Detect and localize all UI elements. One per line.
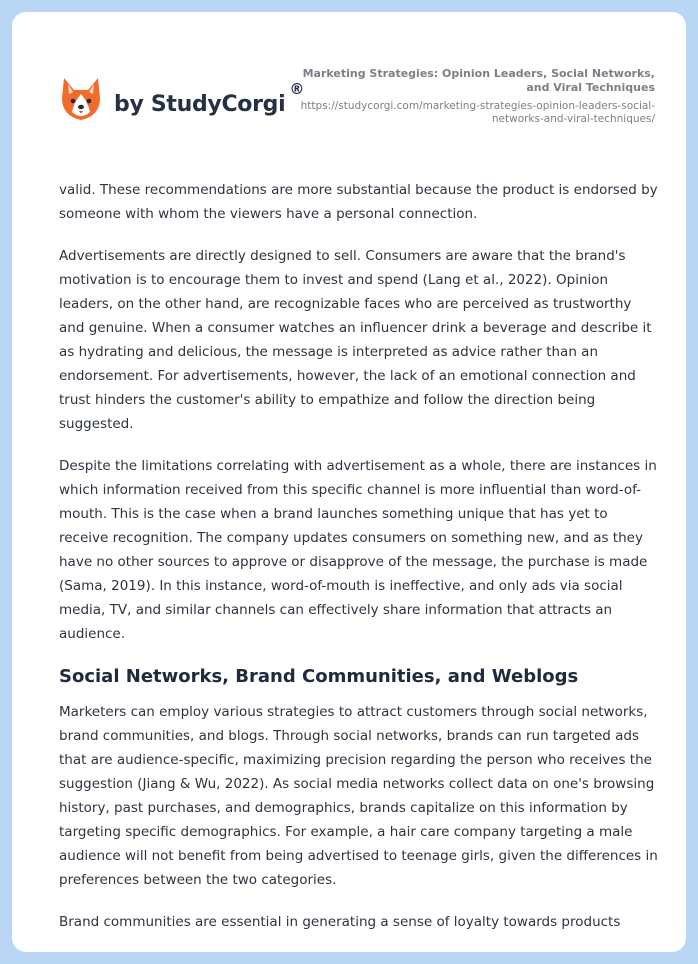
paragraph: valid. These recommendations are more substantial because the product is endorsed by someone with whom the viewers have a personal connection. xyxy=(59,182,658,222)
document-meta xyxy=(295,67,655,126)
corgi-icon xyxy=(60,76,102,122)
document-title: Marketing Strategies: Opinion Leaders, Social Networks, and Viral Techniques xyxy=(302,67,655,94)
paragraph: Despite the limitations correlating with advertisement as a whole, there are instances in which information received from this specific channel is more influential than word-of-mouth. This is the case when a brand launches something unique that has yet to receive recognition. The company updates consumers on something new, and as they have no other sources to approve or disapprove of the message, the purchase is made (Sama, 2019). In this instance, word-of-mouth is ineffective, and only ads via social media, TV, and similar channels can effectively share information that attracts an audience. xyxy=(59,458,657,642)
studycorgi-logo[interactable] xyxy=(60,76,304,122)
registered-mark: ® xyxy=(289,80,305,98)
paragraph: Advertisements are directly designed to sell. Consumers are aware that the brand's motivation is to encourage them to invest and spend (Lang et al., 2022). Opinion leaders, on the other hand, are recognizable faces who are perceived as trustworthy and genuine. When a consumer watches an influencer drink a beverage and describe it as hydrating and delicious, the message is interpreted as advice rather than an endorsement. For advertisements, however, the lack of an emotional connection and trust hinders the customer's ability to empathize and follow the direction being suggested. xyxy=(59,248,652,432)
paragraph: Brand communities are essential in generating a sense of loyalty towards products xyxy=(59,914,621,930)
article-body xyxy=(59,178,659,952)
page-card xyxy=(12,12,686,952)
paragraph: Marketers can employ various strategies to attract customers through social networks, brand communities, and blogs. Through social networks, brands can run targeted ads that are audience-specific, maximizing precision regarding the person who receives the suggestion (Jiang & Wu, 2022). As social media networks collect data on one's browsing history, past purchases, and demographics, brands capitalize on this information by targeting specific demographics. For example, a hair care company targeting a male audience will not benefit from being advertised to teenage girls, given the differences in preferences between the two categories. xyxy=(59,704,658,888)
document-url[interactable]: https://studycorgi.com/marketing-strategies-opinion-leaders-social-networks-and-viral-techniques/ xyxy=(300,100,655,125)
brand-name: by StudyCorgi xyxy=(114,91,286,117)
section-heading: Social Networks, Brand Communities, and Weblogs xyxy=(59,666,579,687)
